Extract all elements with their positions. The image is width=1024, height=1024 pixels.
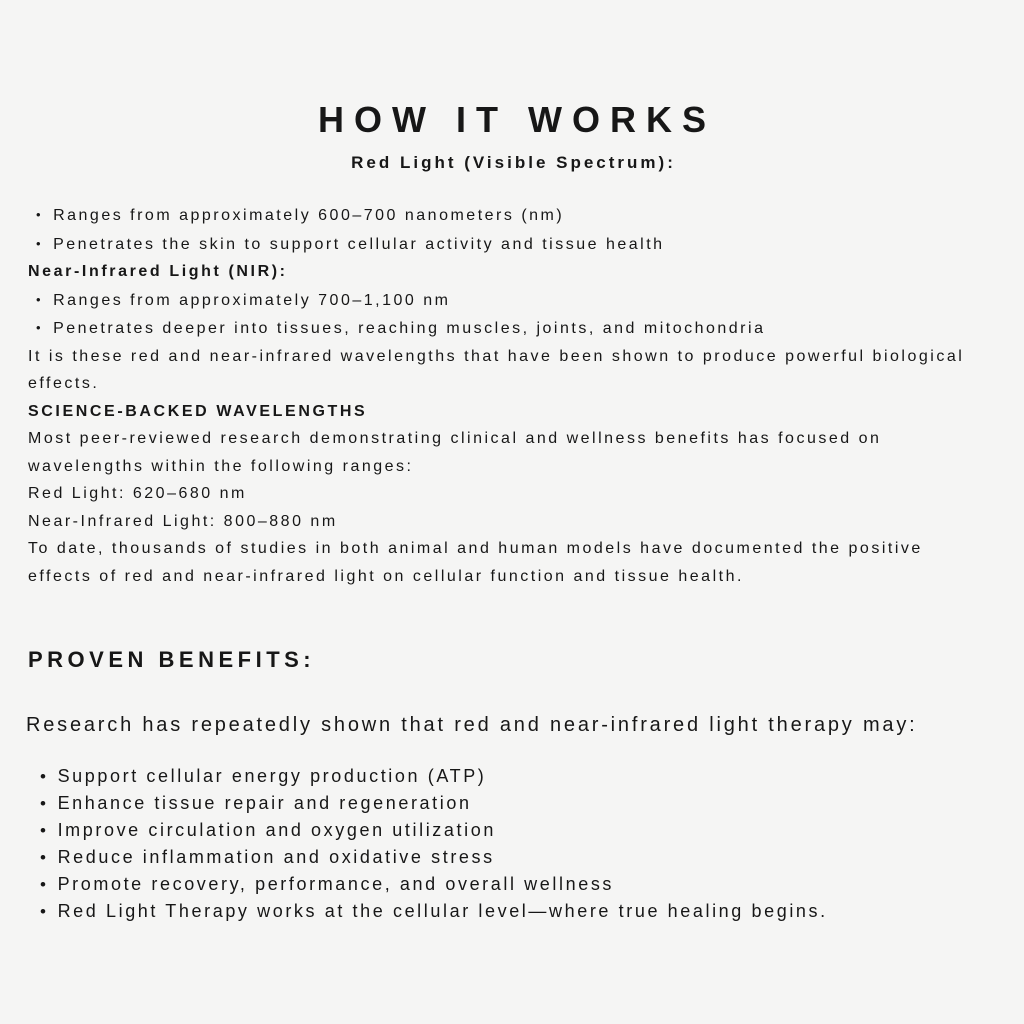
page-subtitle: Red Light (Visible Spectrum): (351, 153, 676, 172)
list-item (28, 201, 970, 230)
bullet-icon: • (36, 235, 44, 251)
subsection-heading: Near-Infrared Light (NIR): (28, 263, 288, 280)
proven-benefits-list (40, 763, 994, 925)
list-item-text: Penetrates the skin to support cellular activity and tissue health (53, 235, 665, 253)
paragraph: Most peer-reviewed research demonstrating clinical and wellness benefits has focused on wavelengths within the following ranges: (28, 430, 882, 475)
list-item (40, 844, 994, 871)
bullet-icon: • (40, 767, 49, 786)
proven-benefits-heading: PROVEN BENEFITS: (28, 647, 316, 672)
bullet-icon: • (40, 821, 49, 840)
paragraph: To date, thousands of studies in both animal and human models have documented the positive effects of red and near-infrared light on cellular function and tissue health. (28, 540, 923, 585)
list-item-text: Promote recovery, performance, and overall wellness (57, 874, 615, 894)
paragraph: Near-Infrared Light: 800–880 nm (28, 512, 338, 530)
list-item (40, 871, 994, 898)
list-item-text: Penetrates deeper into tissues, reaching muscles, joints, and mitochondria (53, 320, 766, 337)
list-item (40, 817, 994, 844)
bullet-icon: • (36, 291, 44, 307)
paragraph: It is these red and near-infrared wavelengths that have been shown to produce powerful biological effects. (28, 347, 965, 392)
bullet-icon: • (40, 794, 49, 813)
bullet-icon: • (40, 848, 49, 867)
bullet-icon: • (40, 902, 49, 921)
bullet-icon: • (36, 320, 44, 335)
list-item (28, 230, 970, 259)
proven-benefits-intro: Research has repeatedly shown that red and near-infrared light therapy may: (26, 714, 918, 736)
list-item-text: Reduce inflammation and oxidative stress (57, 847, 495, 867)
list-item-text: Improve circulation and oxygen utilization (57, 820, 496, 840)
list-item-text: Support cellular energy production (ATP) (57, 766, 487, 786)
list-item (40, 763, 994, 790)
how-it-works-section (28, 201, 970, 590)
bullet-icon: • (36, 207, 44, 222)
page-title: HOW IT WORKS (318, 99, 716, 140)
paragraph: Red Light: 620–680 nm (28, 485, 247, 502)
list-item (28, 286, 970, 315)
list-item (40, 898, 994, 925)
list-item-text: Ranges from approximately 700–1,100 nm (53, 291, 451, 309)
list-item-text: Enhance tissue repair and regeneration (57, 793, 472, 813)
page-header (0, 0, 1024, 173)
list-item (40, 790, 994, 817)
bullet-icon: • (40, 875, 49, 894)
list-item-text: Ranges from approximately 600–700 nanometers (nm) (53, 207, 565, 224)
list-item-text: Red Light Therapy works at the cellular level—where true healing begins. (57, 901, 828, 921)
subsection-heading: SCIENCE-BACKED WAVELENGTHS (28, 402, 368, 420)
list-item (28, 314, 970, 343)
